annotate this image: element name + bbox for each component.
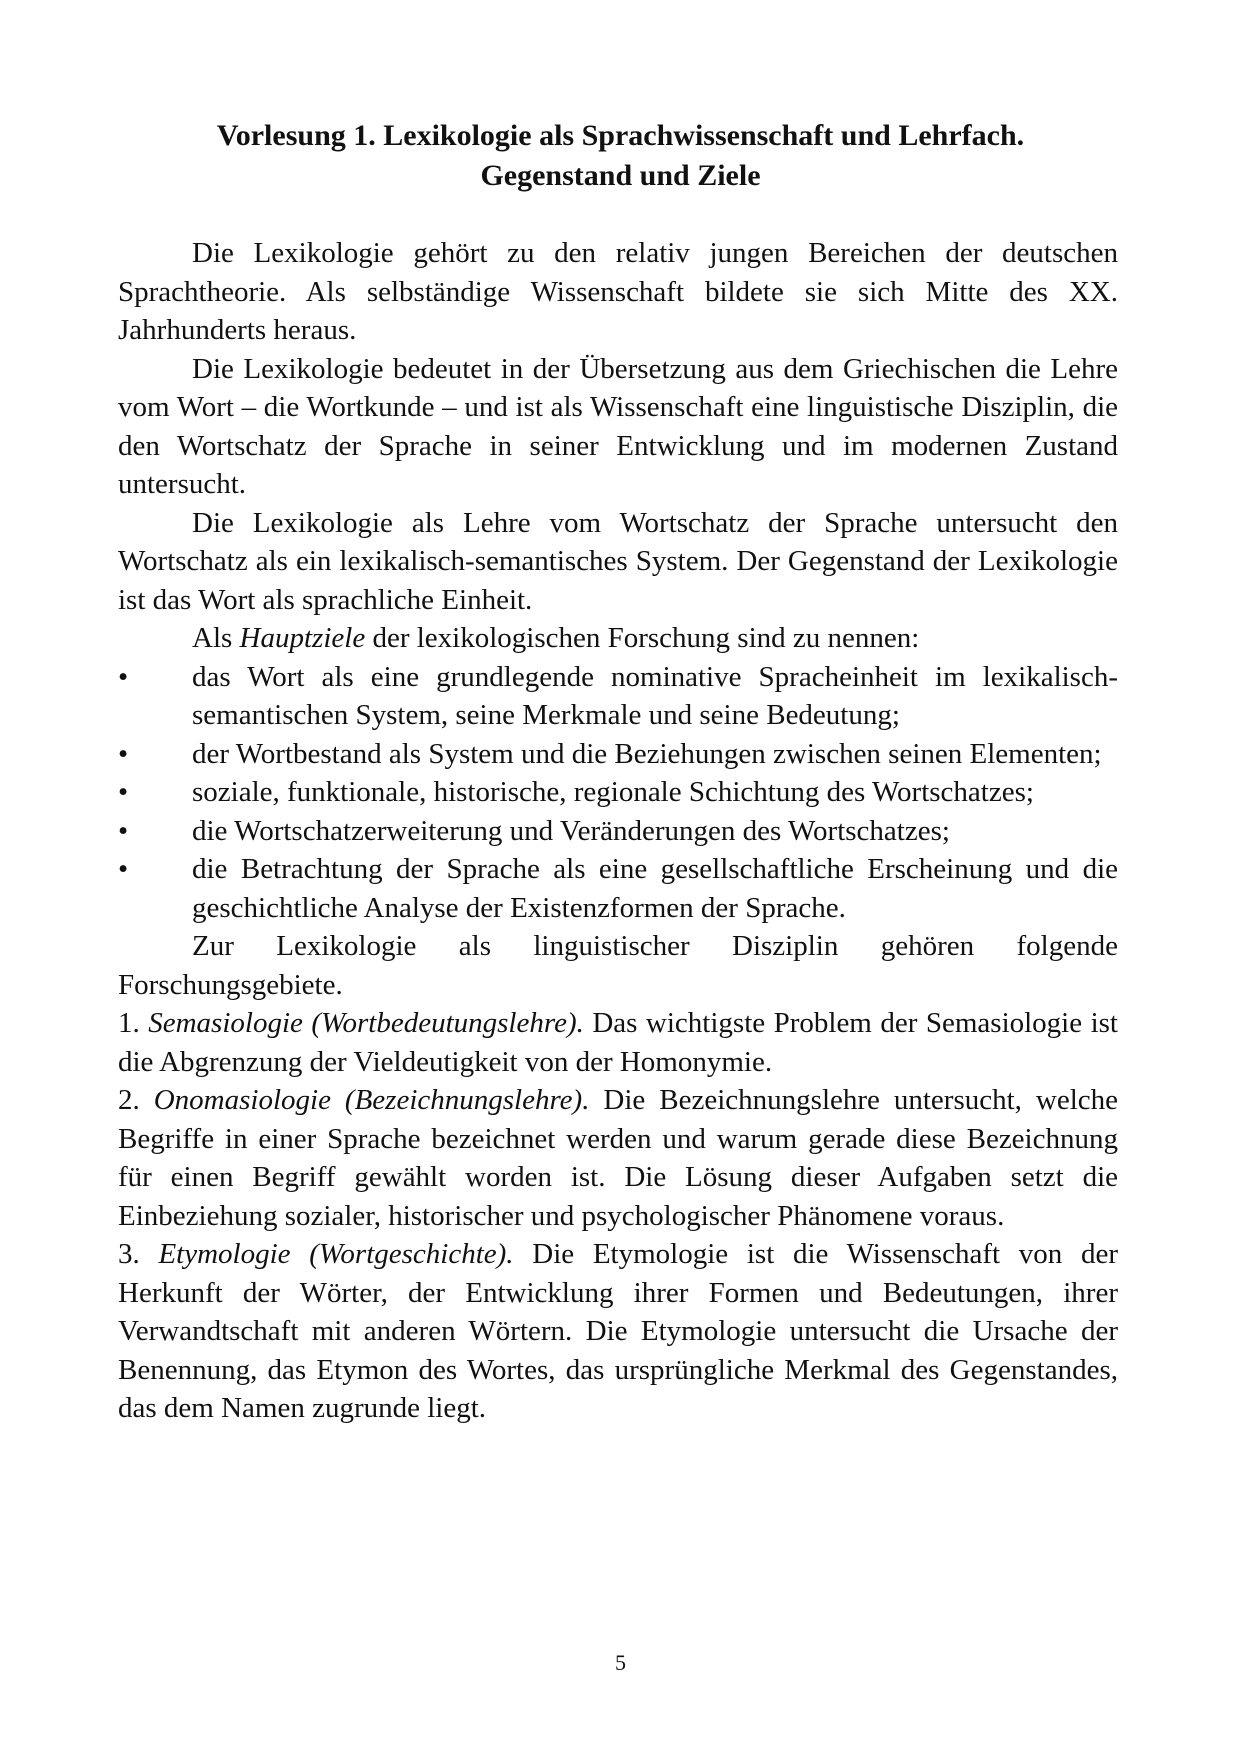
body-text xyxy=(118,234,1118,1428)
bullet-icon: • xyxy=(118,814,129,847)
bullet-item xyxy=(118,658,1118,735)
field-term: Onomasiologie (Bezeichnungslehre). xyxy=(153,1084,590,1116)
page-number: 5 xyxy=(615,1650,626,1675)
field-term: Semasiologie (Wortbedeutungslehre). xyxy=(148,1007,584,1039)
bullet-text: der Wortbestand als System und die Beziehungen zwischen seinen Elementen; xyxy=(192,737,1102,770)
paragraph: Die Lexikologie gehört zu den relativ jungen Bereichen der deutschen Sprachtheorie. Als selbständige Wissenschaft bildete sie sich Mitte des XX. Jahrhunderts heraus. xyxy=(118,237,1118,346)
bullet-text: das Wort als eine grundlegende nominative Spracheinheit im lexikalisch-semantischen System, seine Merkmale und seine Bedeutung; xyxy=(192,660,1118,731)
aims-emphasis: Hauptziele xyxy=(239,622,366,654)
bullet-icon: • xyxy=(118,853,129,885)
research-field-item: 3. Etymologie (Wortgeschichte). Die Etymologie ist die Wissenschaft von der Herkunft der Wörter, der Entwicklung ihrer Formen und Bedeutungen, ihrer Verwandtschaft mit anderen Wörtern. Die Etymologie untersucht die Ursache der Benennung, das Etymon des Wortes, das ursprüngliche Merkmal des Gegenstandes, das dem Namen zugrunde liegt. xyxy=(118,1238,1118,1424)
bullet-item xyxy=(118,812,1118,851)
bullet-text: soziale, funktionale, historische, regionale Schichtung des Wortschatzes; xyxy=(192,776,1034,808)
bullet-item xyxy=(118,735,1118,774)
research-fields xyxy=(118,1004,1118,1428)
lecture-title xyxy=(120,116,1121,196)
title-line-2: Gegenstand und Ziele xyxy=(480,159,761,192)
bullet-text: die Betrachtung der Sprache als eine gesellschaftliche Erscheinung und die geschichtliche Analyse der Existenzformen der Sprache. xyxy=(192,853,1118,924)
field-term: Etymologie (Wortgeschichte). xyxy=(158,1238,514,1270)
bullet-icon: • xyxy=(118,737,129,770)
paragraph: Die Lexikologie als Lehre vom Wortschatz der Sprache untersucht den Wortschatz als ein lexikalisch-semantisches System. Der Gegenstand der Lexikologie ist das Wort als sprachliche Einheit. xyxy=(118,506,1118,616)
title-line-1: Vorlesung 1. Lexikologie als Sprachwissenschaft und Lehrfach. xyxy=(216,119,1025,152)
bullet-icon: • xyxy=(118,776,129,808)
paragraph: Die Lexikologie bedeutet in der Übersetzung aus dem Griechischen die Lehre vom Wort – die Wortkunde – und ist als Wissenschaft eine linguistische Disziplin, die den Wortschatz der Sprache in seiner Entwicklung und im modernen Zustand untersucht. xyxy=(118,352,1118,500)
aims-intro: Als Hauptziele der lexikologischen Forschung sind zu nennen: xyxy=(192,622,920,654)
fields-intro: Zur Lexikologie als linguistischer Disziplin gehören folgende Forschungsgebiete. xyxy=(118,930,1118,1001)
research-field-item: 2. Onomasiologie (Bezeichnungslehre). Die Bezeichnungslehre untersucht, welche Begriffe in einer Sprache bezeichnet werden und warum gerade diese Bezeichnung für einen Begriff gewählt worden ist. Die Lösung dieser Aufgaben setzt die Einbeziehung sozialer, historischer und psychologischer Phänomene voraus. xyxy=(118,1084,1119,1232)
bullet-text: die Wortschatzerweiterung und Veränderungen des Wortschatzes; xyxy=(192,814,950,847)
research-field-item: 1. Semasiologie (Wortbedeutungslehre). Das wichtigste Problem der Semasiologie ist die Abgrenzung der Vieldeutigkeit von der Homonymie. xyxy=(118,1007,1118,1078)
bullet-icon: • xyxy=(118,660,129,693)
bullet-item xyxy=(118,850,1118,927)
bullet-item xyxy=(118,773,1118,812)
